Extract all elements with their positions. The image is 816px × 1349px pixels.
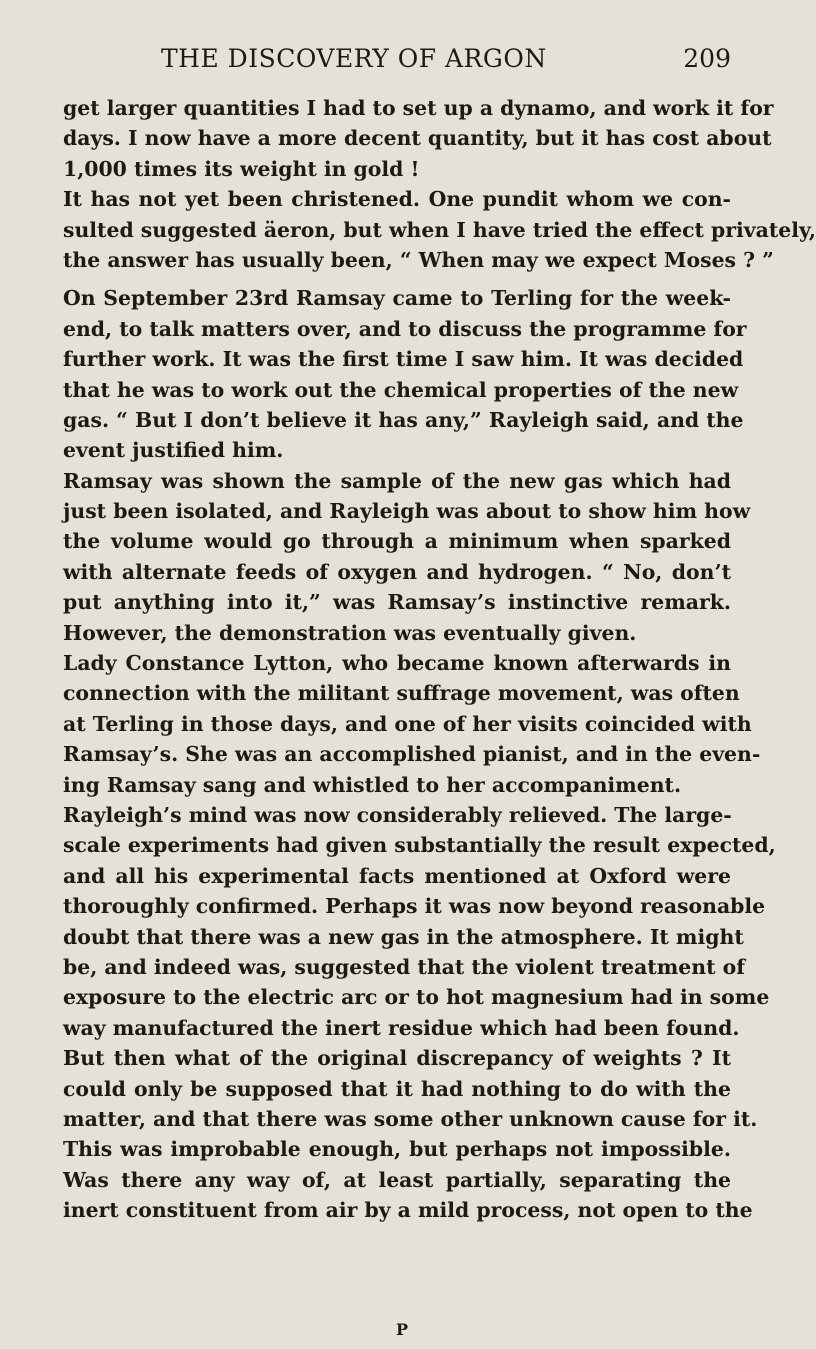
text-line: that he was to work out the chemical properties of the new xyxy=(63,377,739,402)
text-line: end, to talk matters over, and to discuss the programme for xyxy=(63,316,747,341)
text-line: the volume would go through a minimum when sparked xyxy=(63,529,731,554)
text-line: just been isolated, and Rayleigh was about to show him how xyxy=(63,499,751,524)
body-text xyxy=(63,93,816,1225)
text-line: scale experiments had given substantially the result expected, xyxy=(63,833,776,858)
text-line: the answer has usually been, “ When may we expect Moses ? ” xyxy=(63,247,774,272)
text-line: with alternate feeds of oxygen and hydrogen. “ No, don’t xyxy=(63,559,731,584)
text-line: gas. “ But I don’t believe it has any,” Rayleigh said, and the xyxy=(63,407,744,432)
text-line: and all his experimental facts mentioned at Oxford were xyxy=(63,863,731,888)
text-line: On September 23rd Ramsay came to Terling for the week- xyxy=(63,286,731,311)
page-number: 209 xyxy=(683,44,731,73)
page-header xyxy=(63,44,731,84)
text-line: could only be supposed that it had nothing to do with the xyxy=(63,1076,731,1101)
signature-mark: P xyxy=(395,1320,409,1339)
text-line: Was there any way of, at least partially, separating the xyxy=(63,1167,731,1192)
text-line: Rayleigh’s mind was now considerably relieved. The large- xyxy=(63,802,732,827)
text-line: However, the demonstration was eventually given. xyxy=(63,620,637,645)
text-line: It has not yet been christened. One pundit whom we con- xyxy=(63,187,731,212)
text-line: doubt that there was a new gas in the atmosphere. It might xyxy=(63,924,744,949)
text-line: thoroughly confirmed. Perhaps it was now beyond reasonable xyxy=(63,894,766,919)
text-line: 1,000 times its weight in gold ! xyxy=(63,156,420,181)
text-line: inert constituent from air by a mild process, not open to the xyxy=(63,1198,753,1223)
text-line: days. I now have a more decent quantity, but it has cost about xyxy=(63,126,772,151)
text-line: ing Ramsay sang and whistled to her accompaniment. xyxy=(63,772,682,797)
text-line: put anything into it,” was Ramsay’s instinctive remark. xyxy=(63,590,731,615)
text-line: Ramsay was shown the sample of the new gas which had xyxy=(63,468,731,493)
text-line: Lady Constance Lytton, who became known afterwards in xyxy=(63,651,731,676)
text-line: But then what of the original discrepancy of weights ? It xyxy=(63,1046,731,1071)
running-title: THE DISCOVERY OF ARGON xyxy=(161,44,547,73)
text-line: event justified him. xyxy=(63,438,284,463)
text-line: be, and indeed was, suggested that the violent treatment of xyxy=(63,954,745,979)
text-line: Ramsay’s. She was an accomplished pianist, and in the even- xyxy=(63,742,761,767)
text-line: way manufactured the inert residue which had been found. xyxy=(63,1015,740,1040)
text-line: connection with the militant suffrage movement, was often xyxy=(63,681,740,706)
text-line: at Terling in those days, and one of her visits coincided with xyxy=(63,711,752,736)
text-line: get larger quantities I had to set up a dynamo, and work it for xyxy=(63,96,774,120)
text-line: exposure to the electric arc or to hot magnesium had in some xyxy=(63,985,770,1010)
text-line: This was improbable enough, but perhaps not impossible. xyxy=(63,1137,731,1162)
paragraph-gap xyxy=(63,275,731,283)
text-line: matter, and that there was some other unknown cause for it. xyxy=(63,1106,758,1131)
text-line: further work. It was the first time I saw him. It was decided xyxy=(63,347,744,372)
text-line: sulted suggested äeron, but when I have tried the effect privately, xyxy=(63,217,816,242)
